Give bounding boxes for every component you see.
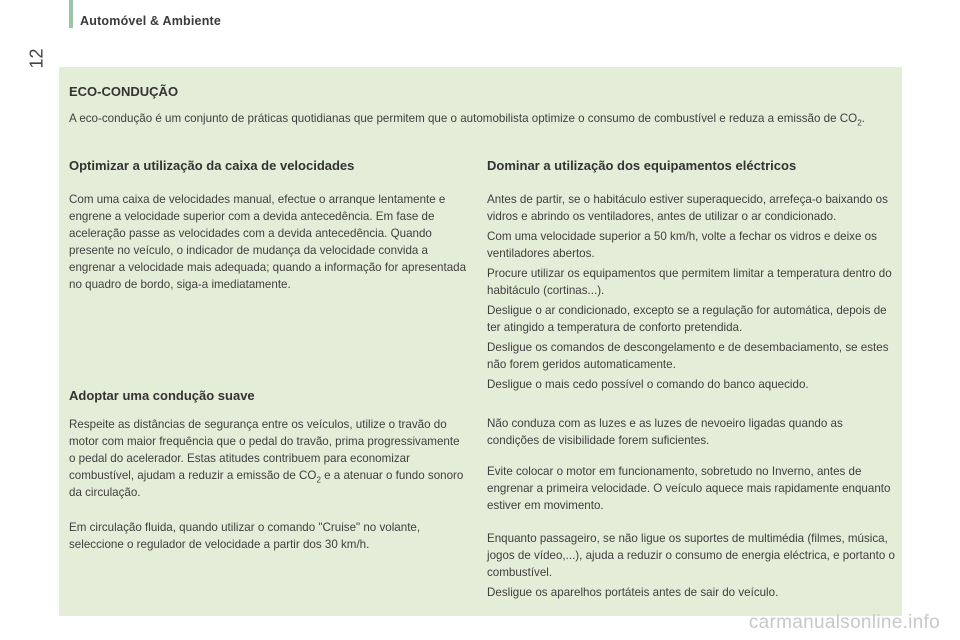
electrical-tip-5: Desligue os comandos de descongelamento e de desembaciamento, se estes não forem geridos automaticamente. xyxy=(487,341,889,371)
electrical-tip-6: Desligue o mais cedo possível o comando do banco aquecido. xyxy=(487,378,809,391)
electrical-tip-8: Evite colocar o motor em funcionamento, sobretudo no Inverno, antes de engrenar a primeira velocidade. O veículo aquece mais rapidamente enquanto estiver em movimento. xyxy=(487,465,891,512)
eco-intro-end: . xyxy=(861,112,865,125)
watermark-text: carmanualsonline.info xyxy=(748,612,940,633)
electrical-tips-group-1 xyxy=(487,191,897,396)
electrical-tip-2: Com uma velocidade superior a 50 km/h, volte a fechar os vidros e deixe os ventiladores abertos. xyxy=(487,230,877,260)
gearbox-paragraph: Com uma caixa de velocidades manual, efectue o arranque lentamente e engrene a velocidade superior com a devida antecedência. Em fase de aceleração passe as velocidades com a devida antecedência. Quando presente no veículo, o indicador de mudança da velocidade convida a engrenar a velocidade mais adequada; quando a informação for apresentada no quadro de bordo, siga-a imediatamente. xyxy=(69,193,467,291)
electrical-tips-group-3 xyxy=(487,530,897,604)
gearbox-heading: Optimizar a utilização da caixa de velocidades xyxy=(69,158,355,173)
header-accent-bar xyxy=(69,0,73,28)
eco-intro-subscript: 2 xyxy=(857,118,862,128)
smooth-driving-heading: Adoptar uma condução suave xyxy=(69,388,255,403)
eco-title: ECO-CONDUÇÃO xyxy=(69,84,179,99)
eco-intro-text: A eco-condução é um conjunto de práticas quotidianas que permitem que o automobilista optimize o consumo de combustível e reduza a emissão de CO xyxy=(69,112,858,125)
smooth-p1-subscript: 2 xyxy=(316,475,321,485)
electrical-heading: Dominar a utilização dos equipamentos eléctricos xyxy=(487,158,797,173)
page-number: 12 xyxy=(26,48,47,69)
electrical-tip-1: Antes de partir, se o habitáculo estiver superaquecido, arrefeça-o baixando os vidros e abrindo os ventiladores, antes de utilizar o ar condicionado. xyxy=(487,193,888,223)
smooth-driving-paragraph-2: Em circulação fluida, quando utilizar o comando "Cruise" no volante, seleccione o regulador de velocidade a partir dos 30 km/h. xyxy=(69,521,421,551)
eco-intro xyxy=(69,110,889,127)
electrical-tip-9: Enquanto passageiro, se não ligue os suportes de multimédia (filmes, música, jogos de vídeo,...), ajuda a reduzir o consumo de energia eléctrica, e portanto o combustível. xyxy=(487,532,895,579)
smooth-driving-paragraph-1 xyxy=(69,416,469,501)
smooth-p1-end: e a atenuar o fundo sonoro da circulação. xyxy=(69,469,464,499)
section-title: Automóvel & Ambiente xyxy=(80,14,222,28)
electrical-tip-4: Desligue o ar condicionado, excepto se a regulação for automática, depois de ter atingido a temperatura de conforto pretendida. xyxy=(487,304,887,334)
electrical-tip-7: Não conduza com as luzes e as luzes de nevoeiro ligadas quando as condições de visibilidade forem suficientes. xyxy=(487,417,843,447)
smooth-p1-text: Respeite as distâncias de segurança entre os veículos, utilize o travão do motor com maior frequência que o pedal do travão, prima progressivamente o pedal do acelerador. Estas atitudes contribuem para economizar combustível, ajudam a reduzir a emissão de CO xyxy=(69,418,460,482)
electrical-tip-10: Desligue os aparelhos portáteis antes de sair do veículo. xyxy=(487,586,779,599)
electrical-tip-3: Procure utilizar os equipamentos que permitem limitar a temperatura dentro do habitáculo (cortinas...). xyxy=(487,267,892,297)
